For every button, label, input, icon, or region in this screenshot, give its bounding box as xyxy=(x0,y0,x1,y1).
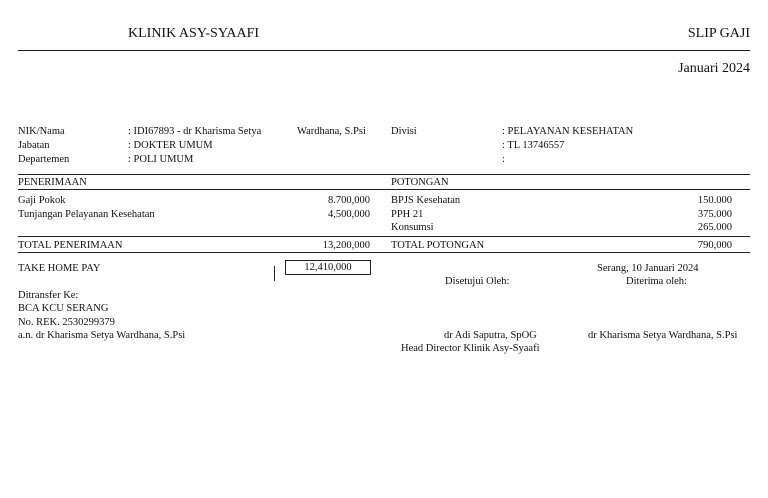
divisi-value: : PELAYANAN KESEHATAN xyxy=(502,126,634,137)
totals-top-divider xyxy=(18,236,750,237)
jabatan-value: : DOKTER UMUM xyxy=(128,140,213,151)
deduction-amount: 150.000 xyxy=(697,195,732,206)
nik-value: : IDI67893 - dr Kharisma Setya xyxy=(128,126,262,137)
deduction-label: Konsumsi xyxy=(391,222,434,233)
company-name: KLINIK ASY-SYAAFI xyxy=(128,26,260,41)
total-deductions-amount: 790,000 xyxy=(697,240,732,251)
earnings-section-label: PENERIMAAN xyxy=(18,177,87,188)
transfer-account: No. REK. 2530299379 xyxy=(18,317,115,328)
document-title: SLIP GAJI xyxy=(687,26,750,41)
tl-value: : TL 13746557 xyxy=(502,140,565,151)
earning-label: Tunjangan Pelayanan Kesehatan xyxy=(18,209,155,220)
earning-label: Gaji Pokok xyxy=(18,195,66,206)
approver-title: Head Director Klinik Asy-Syaafi xyxy=(401,343,540,354)
divisi-label: Divisi xyxy=(391,126,417,137)
transfer-account-name: a.n. dr Kharisma Setya Wardhana, S.Psi xyxy=(18,330,186,341)
section-header-divider xyxy=(18,189,750,190)
total-earnings-amount: 13,200,000 xyxy=(322,240,370,251)
approved-by-label: Disetujui Oleh: xyxy=(445,276,510,287)
place-date: Serang, 10 Januari 2024 xyxy=(597,263,699,274)
take-home-pay-marker xyxy=(274,266,275,281)
totals-bottom-divider xyxy=(18,252,750,253)
transfer-label: Ditransfer Ke: xyxy=(18,290,79,301)
deduction-label: BPJS Kesehatan xyxy=(391,195,461,206)
transfer-bank: BCA KCU SERANG xyxy=(18,303,109,314)
receiver-name: dr Kharisma Setya Wardhana, S.Psi xyxy=(588,330,738,341)
departemen-label: Departemen xyxy=(18,154,70,165)
jabatan-label: Jabatan xyxy=(18,140,50,151)
nik-value-continued: Wardhana, S.Psi xyxy=(297,126,366,137)
received-by-label: Diterima oleh: xyxy=(626,276,687,287)
departemen-value: : POLI UMUM xyxy=(128,154,194,165)
deductions-section-label: POTONGAN xyxy=(391,177,449,188)
deduction-label: PPH 21 xyxy=(391,209,424,220)
approver-name: dr Adi Saputra, SpOG xyxy=(444,330,537,341)
total-deductions-label: TOTAL POTONGAN xyxy=(391,240,485,251)
deduction-amount: 265.000 xyxy=(697,222,732,233)
deduction-amount: 375.000 xyxy=(697,209,732,220)
total-earnings-label: TOTAL PENERIMAAN xyxy=(18,240,123,251)
header-divider xyxy=(18,50,750,51)
empty-field-value: : xyxy=(502,154,505,165)
take-home-pay-amount: 12,410,000 xyxy=(285,260,371,275)
nik-label: NIK/Nama xyxy=(18,126,65,137)
earning-amount: 4,500,000 xyxy=(328,209,370,220)
pay-period: Januari 2024 xyxy=(678,61,750,76)
section-top-divider xyxy=(18,174,750,175)
earning-amount: 8.700,000 xyxy=(328,195,370,206)
take-home-pay-label: TAKE HOME PAY xyxy=(18,263,101,274)
